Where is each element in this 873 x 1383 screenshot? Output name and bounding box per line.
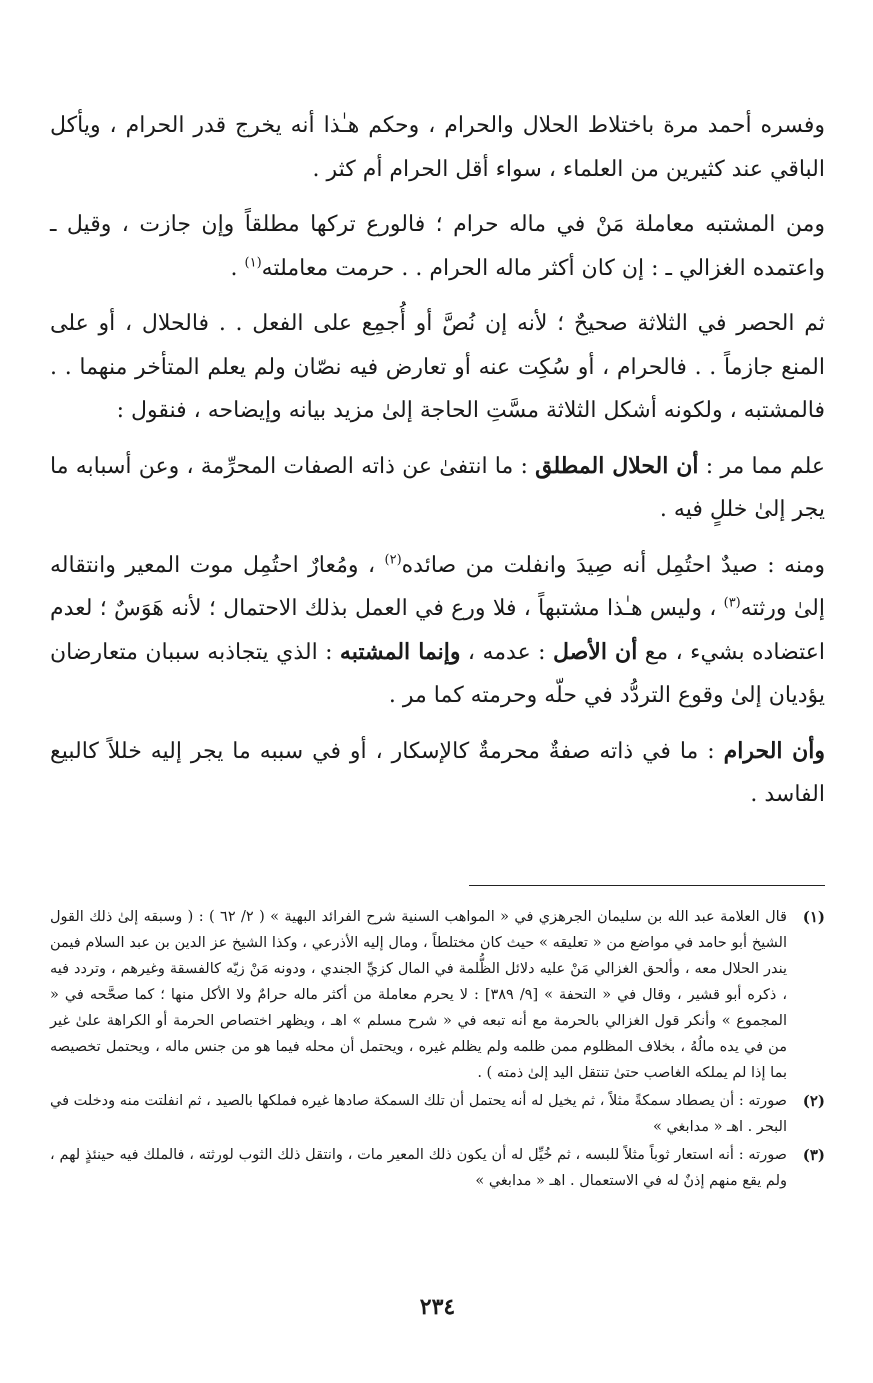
footnote-ref-3[interactable]: (٣) <box>723 595 741 611</box>
footnotes <box>50 904 825 1196</box>
main-text <box>50 104 825 817</box>
footnote-ref-1[interactable]: (١) <box>244 255 262 271</box>
term-halal-mutlaq: أن الحلال المطلق <box>535 452 699 479</box>
paragraph-2-text: ومن المشتبه معاملة مَنْ في ماله حرام ؛ فالورع تركها مطلقاً وإن جازت ، وقيل ـ واعتمده الغزالي ـ : إن كان أكثر ماله الحرام . . حرمت معاملته <box>50 212 825 281</box>
paragraph-5-part-2: ، ومُعارٌ احتُمِل موت المعير وانتقاله إلىٰ ورثته <box>50 552 825 621</box>
footnote-number: (٣) <box>802 1146 825 1164</box>
paragraph-5-end: : الذي يتجاذبه سببان متعارضان يؤديان إلىٰ وقوع التردُّد في حلّه وحرمته كما مر . <box>50 639 825 708</box>
page-number: ٢٣٤ <box>419 1294 456 1320</box>
footnote-text: صورته : أنه استعار ثوباً مثلاً للبسه ، ثم خُيِّل له أن يكون ذلك المعير مات ، وانتقل ذلك الثوب لورثته ، فالملك فيه حينئذٍ لهم ، ولم يقع منهم إذنٌ له في الاستعمال . اهـ « مدابغي » <box>50 1147 787 1189</box>
footnote-1 <box>50 904 825 1086</box>
paragraph-5-lead: ومنه : صيدٌ احتُمِل أنه صِيدَ وانفلت من صائده <box>401 552 825 578</box>
paragraph-3 <box>50 302 825 433</box>
paragraph-5-part-3: ، وليس هـٰذا مشتبهاً ، فلا ورع في العمل بذلك الاحتمال ؛ لأنه هَوَسٌ ؛ لعدم اعتضاده بشيء ، مع <box>50 596 825 665</box>
footnote-number: (١) <box>802 908 825 926</box>
paragraph-4-lead: علم مما مر : <box>698 453 825 479</box>
term-al-asl: أن الأصل <box>552 638 638 665</box>
paragraph-5 <box>50 544 825 718</box>
paragraph-5-part-4: : عدمه ، <box>460 639 553 665</box>
paragraph-2-end: . <box>230 255 245 281</box>
paragraph-4-text: : ما انتفىٰ عن ذاته الصفات المحرِّمة ، وعن أسبابه ما يجر إلىٰ خللٍ فيه . <box>50 453 825 522</box>
paragraph-4 <box>50 445 825 532</box>
footnote-text: صورته : أن يصطاد سمكةً مثلاً ، ثم يخيل له أنه يحتمل أن تلك السمكة صادها غيره فملكها بالصيد ، ثم انفلتت منه ودخلت في البحر . اهـ « مدابغي » <box>50 1093 787 1135</box>
term-al-mushtabah: وإنما المشتبه <box>339 638 461 665</box>
term-al-haram: وأن الحرام <box>723 737 825 764</box>
paragraph-2 <box>50 203 825 290</box>
footnote-2 <box>50 1088 825 1140</box>
footnote-ref-2[interactable]: (٢) <box>384 552 402 568</box>
footnote-separator <box>469 885 825 886</box>
footnote-number: (٢) <box>802 1092 825 1110</box>
footnote-3 <box>50 1142 825 1194</box>
footnote-text: قال العلامة عبد الله بن سليمان الجرهزي في « المواهب السنية شرح الفرائد البهية » ( ٢/ ٦٢ ) : ( وسبقه إلىٰ ذلك القول الشيخ أبو حامد في مواضع من « تعليقه » حيث كان مختلطاً ، ومال إليه الأذرعي ، وكذا الشيخ عز الدين بن عبد السلام فيمن يندر الحلال معه ، وألحق الغزالي مَنْ عليه دلائل الظُّلمة في المال كزيِّ الجندي ، ودونه مَنْ زيّه كالفسقة وغيرهم ، وتردد فيه ، ذكره أبو قشير ، وقال في « التحفة » [٩/ ٣٨٩] : لا يحرم معاملة من أكثر ماله حرامٌ ولا الأكل منها ؛ كما صحَّحه في « المجموع » وأنكر قول الغزالي بالحرمة مع أنه تبعه في « شرح مسلم » اهـ ، ويظهر اختصاص الحرمة أو الكراهة علىٰ غير من في يده مالُهُ ، بخلاف المظلوم ممن ظلمه ولم يظلم غيره ، ويحتمل أن محله فيما هو من جنس ماله ، ويحتمل تخصيصه بما إذا لم يملكه الغاصب حتىٰ تنتقل اليد إلىٰ ذمته ) . <box>50 909 787 1081</box>
paragraph-1 <box>50 104 825 191</box>
paragraph-6-text: : ما في ذاته صفةٌ محرمةٌ كالإسكار ، أو في سببه ما يجر إليه خللاً كالبيع الفاسد . <box>50 738 825 807</box>
book-page <box>50 104 825 1383</box>
paragraph-3-text: ثم الحصر في الثلاثة صحيحٌ ؛ لأنه إن نُصَّ أو أُجمِع على الفعل . . فالحلال ، أو على المنع جازماً . . فالحرام ، أو سُكِت عنه أو تعارض فيه نصّان ولم يعلم المتأخر منهما . . فالمشتبه ، ولكونه أشكل الثلاثة مسَّتِ الحاجة إلىٰ مزيد بيانه وإيضاحه ، فنقول : <box>50 311 825 423</box>
paragraph-1-text: وفسره أحمد مرة باختلاط الحلال والحرام ، وحكم هـٰذا أنه يخرج قدر الحرام ، ويأكل الباقي عند كثيرين من العلماء ، سواء أقل الحرام أم كثر . <box>50 113 825 182</box>
paragraph-6 <box>50 730 825 817</box>
